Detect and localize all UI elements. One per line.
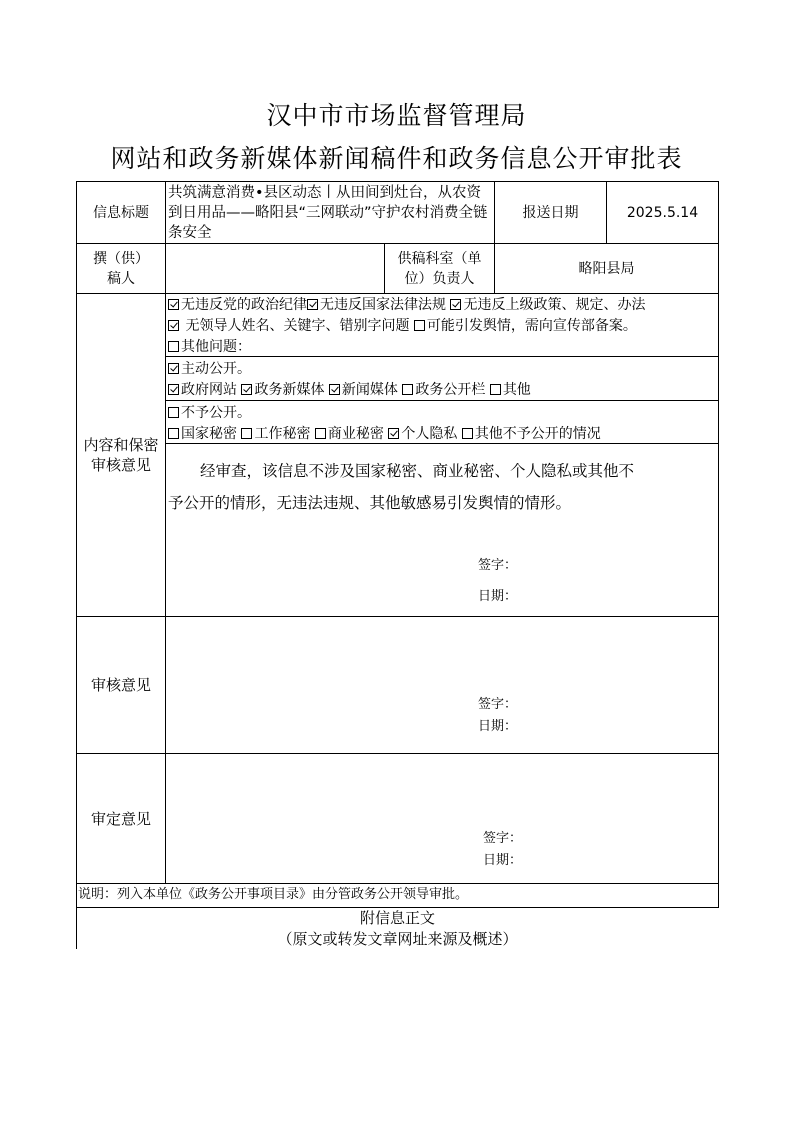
checkbox-gov-new-media[interactable] [241,384,252,395]
report-date-value: 2025.5.14 [626,204,699,221]
not-open-line: 不予公开。 [168,403,251,423]
open-channels-line: 政府网站 政务新媒体 新闻媒体 政务公开栏 其他 [168,380,531,400]
final-opinion-label: 审定意见 [90,809,151,828]
checkbox-political-discipline[interactable] [168,299,179,310]
checkbox-news-media[interactable] [329,384,340,395]
form-note: 说明：列入本单位《政务公开事项目录》由分管政务公开领导审批。 [78,887,469,902]
compliance-line-1: 无违反党的政治纪律 无违反国家法律法规 无违反上级政策、规定、办法 [168,295,645,315]
checkbox-notice-board[interactable] [402,384,413,395]
dept-leader-value: 略阳县局 [578,260,635,277]
form-title-agency: 汉中市市场监督管理局 [266,101,527,130]
checkbox-leader-names[interactable] [168,320,179,331]
review-opinion-line-1: 经审查，该信息不涉及国家秘密、商业秘密、个人隐私或其他不 [200,462,635,480]
checkbox-gov-website[interactable] [168,384,179,395]
checkbox-not-open[interactable] [168,407,179,418]
form-title: 网站和政务新媒体新闻稿件和政务信息公开审批表 [110,144,683,173]
audit-date-label: 日期： [478,719,518,734]
attachment-subtitle: （原文或转发文章网址来源及概述） [277,930,518,948]
checkbox-other-reason[interactable] [462,428,473,439]
final-sign-label: 签字： [483,831,523,846]
checkbox-public-opinion[interactable] [414,320,425,331]
dept-leader-label: 供稿科室（单位）负责人 [397,250,482,287]
audit-opinion-label: 审核意见 [90,676,151,694]
compliance-line-3: 其他问题： [168,337,251,357]
author-label: 撰（供）稿人 [93,250,149,287]
checkbox-personal-privacy[interactable] [388,428,399,439]
review-sign-label: 签字： [478,558,518,573]
checkbox-national-law[interactable] [307,299,318,310]
report-date-label: 报送日期 [522,204,579,221]
final-date-label: 日期： [483,853,523,868]
checkbox-superior-policy[interactable] [450,299,461,310]
open-line: 主动公开。 [168,359,251,379]
audit-sign-label: 签字： [478,697,518,712]
checkbox-work-secret[interactable] [241,428,252,439]
checkbox-business-secret[interactable] [315,428,326,439]
attachment-title: 附信息正文 [359,909,435,927]
info-title-value: 共筑满意消费•县区动态丨从田间到灶台，从农资到日用品——略阳县“三网联动”守护农村消费全链条安全 [168,184,488,241]
content-review-label: 内容和保密审核意见 [83,436,159,474]
checkbox-open[interactable] [168,363,179,374]
review-opinion-line-2: 予公开的情形，无违法违规、其他敏感易引发舆情的情形。 [168,494,572,512]
info-title-label: 信息标题 [93,204,149,221]
checkbox-other-issues[interactable] [168,341,179,352]
checkbox-other-channel[interactable] [490,384,501,395]
compliance-line-2: 无领导人姓名、关键字、错别字问题 可能引发舆情，需向宣传部备案。 [168,316,637,336]
author-value [166,244,384,293]
checkbox-state-secret[interactable] [168,428,179,439]
not-open-reasons-line: 国家秘密 工作秘密 商业秘密 个人隐私 其他不予公开的情况 [168,424,601,444]
review-date-label: 日期： [478,589,518,604]
